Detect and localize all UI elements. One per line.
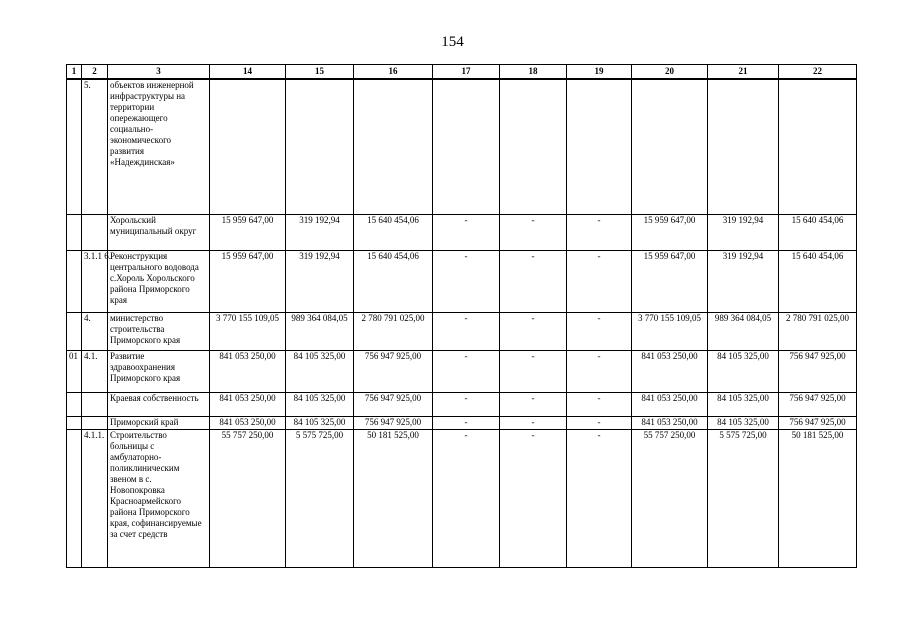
row-index-cell <box>82 416 108 429</box>
column-header: 2 <box>82 65 108 80</box>
column-header: 15 <box>286 65 354 80</box>
value-cell: - <box>433 429 500 567</box>
row-index-cell <box>67 392 82 416</box>
value-cell <box>567 79 632 214</box>
value-cell: - <box>500 416 567 429</box>
table-row <box>67 214 857 250</box>
table-row <box>67 350 857 392</box>
value-cell: 756 947 925,00 <box>779 416 857 429</box>
value-cell: 989 364 084,05 <box>708 312 779 350</box>
value-cell: 756 947 925,00 <box>354 350 433 392</box>
value-cell: 2 780 791 025,00 <box>354 312 433 350</box>
value-cell: 319 192,94 <box>708 250 779 312</box>
table-body <box>67 79 857 567</box>
value-cell: 15 959 647,00 <box>632 250 708 312</box>
row-index-cell <box>82 214 108 250</box>
value-cell: 841 053 250,00 <box>632 416 708 429</box>
value-cell <box>708 79 779 214</box>
value-cell: - <box>500 250 567 312</box>
header-row <box>67 65 857 80</box>
value-cell: - <box>567 429 632 567</box>
value-cell: 756 947 925,00 <box>354 416 433 429</box>
value-cell: - <box>433 416 500 429</box>
row-label-cell: Краевая собственность <box>108 392 210 416</box>
table-row <box>67 429 857 567</box>
value-cell <box>779 79 857 214</box>
value-cell: - <box>433 214 500 250</box>
value-cell: 84 105 325,00 <box>286 350 354 392</box>
value-cell: - <box>500 214 567 250</box>
row-label-cell: Приморский край <box>108 416 210 429</box>
value-cell: 319 192,94 <box>286 214 354 250</box>
value-cell: 50 181 525,00 <box>779 429 857 567</box>
value-cell: 84 105 325,00 <box>708 392 779 416</box>
value-cell: 3 770 155 109,05 <box>210 312 286 350</box>
value-cell: - <box>567 312 632 350</box>
value-cell: 84 105 325,00 <box>708 416 779 429</box>
value-cell: 15 959 647,00 <box>210 214 286 250</box>
budget-table <box>66 64 857 568</box>
column-header: 20 <box>632 65 708 80</box>
value-cell: 15 959 647,00 <box>632 214 708 250</box>
value-cell: - <box>567 250 632 312</box>
row-index-cell <box>67 214 82 250</box>
value-cell: - <box>433 392 500 416</box>
value-cell: 15 640 454,06 <box>354 214 433 250</box>
value-cell: 84 105 325,00 <box>708 350 779 392</box>
table-row <box>67 312 857 350</box>
value-cell: 15 640 454,06 <box>779 250 857 312</box>
column-header: 19 <box>567 65 632 80</box>
row-index-cell: 4.1.1. <box>82 429 108 567</box>
value-cell: 84 105 325,00 <box>286 416 354 429</box>
column-header: 14 <box>210 65 286 80</box>
value-cell: 841 053 250,00 <box>632 392 708 416</box>
table-row <box>67 79 857 214</box>
value-cell: 15 640 454,06 <box>354 250 433 312</box>
value-cell: 756 947 925,00 <box>779 350 857 392</box>
column-header: 17 <box>433 65 500 80</box>
row-label-cell: Реконструкция центрального водовода с.Хороль Хорольского района Приморского края <box>108 250 210 312</box>
row-index-cell <box>67 312 82 350</box>
row-index-cell <box>67 416 82 429</box>
row-label-cell: Хорольский муниципальный округ <box>108 214 210 250</box>
value-cell: - <box>567 416 632 429</box>
column-header: 3 <box>108 65 210 80</box>
row-index-cell <box>82 392 108 416</box>
table-row <box>67 250 857 312</box>
column-header: 1 <box>67 65 82 80</box>
row-index-cell: 4. <box>82 312 108 350</box>
row-index-cell: 3.1.1 6. <box>82 250 108 312</box>
row-label-cell: Строительство больницы с амбулаторно-поликлиническим звеном в с. Новопокровка Красноармейского района Приморского края, софинансируемые за счет средств <box>108 429 210 567</box>
column-header: 18 <box>500 65 567 80</box>
value-cell: 841 053 250,00 <box>210 350 286 392</box>
row-index-cell: 01 <box>67 350 82 392</box>
value-cell: 5 575 725,00 <box>286 429 354 567</box>
row-index-cell: 5. <box>82 79 108 214</box>
table-row <box>67 392 857 416</box>
value-cell: 55 757 250,00 <box>632 429 708 567</box>
value-cell: - <box>567 392 632 416</box>
value-cell: 2 780 791 025,00 <box>779 312 857 350</box>
value-cell: - <box>500 312 567 350</box>
column-header: 16 <box>354 65 433 80</box>
row-index-cell <box>67 250 82 312</box>
value-cell: 841 053 250,00 <box>632 350 708 392</box>
page-number: 154 <box>441 34 464 50</box>
value-cell: 5 575 725,00 <box>708 429 779 567</box>
row-index-cell <box>67 79 82 214</box>
row-index-cell: 4.1. <box>82 350 108 392</box>
value-cell: 3 770 155 109,05 <box>632 312 708 350</box>
value-cell <box>210 79 286 214</box>
value-cell <box>286 79 354 214</box>
value-cell <box>354 79 433 214</box>
column-header: 22 <box>779 65 857 80</box>
value-cell: 756 947 925,00 <box>354 392 433 416</box>
value-cell: - <box>433 312 500 350</box>
value-cell: 15 959 647,00 <box>210 250 286 312</box>
value-cell: - <box>567 350 632 392</box>
value-cell: 15 640 454,06 <box>779 214 857 250</box>
value-cell: - <box>433 250 500 312</box>
value-cell: - <box>567 214 632 250</box>
value-cell: - <box>500 392 567 416</box>
row-index-cell <box>67 429 82 567</box>
row-label-cell: министерство строительства Приморского края <box>108 312 210 350</box>
value-cell: 989 364 084,05 <box>286 312 354 350</box>
value-cell: 756 947 925,00 <box>779 392 857 416</box>
value-cell: 55 757 250,00 <box>210 429 286 567</box>
value-cell: 841 053 250,00 <box>210 416 286 429</box>
value-cell <box>433 79 500 214</box>
value-cell: 50 181 525,00 <box>354 429 433 567</box>
value-cell: 841 053 250,00 <box>210 392 286 416</box>
value-cell <box>500 79 567 214</box>
value-cell: - <box>500 350 567 392</box>
value-cell: 319 192,94 <box>286 250 354 312</box>
value-cell: 319 192,94 <box>708 214 779 250</box>
table-row <box>67 416 857 429</box>
value-cell: - <box>433 350 500 392</box>
column-header: 21 <box>708 65 779 80</box>
row-label-cell: объектов инженерной инфраструктуры на территории опережающего социально-экономического развития «Надеждинская» <box>108 79 210 214</box>
row-label-cell: Развитие здравоохранения Приморского края <box>108 350 210 392</box>
value-cell: - <box>500 429 567 567</box>
value-cell: 84 105 325,00 <box>286 392 354 416</box>
value-cell <box>632 79 708 214</box>
